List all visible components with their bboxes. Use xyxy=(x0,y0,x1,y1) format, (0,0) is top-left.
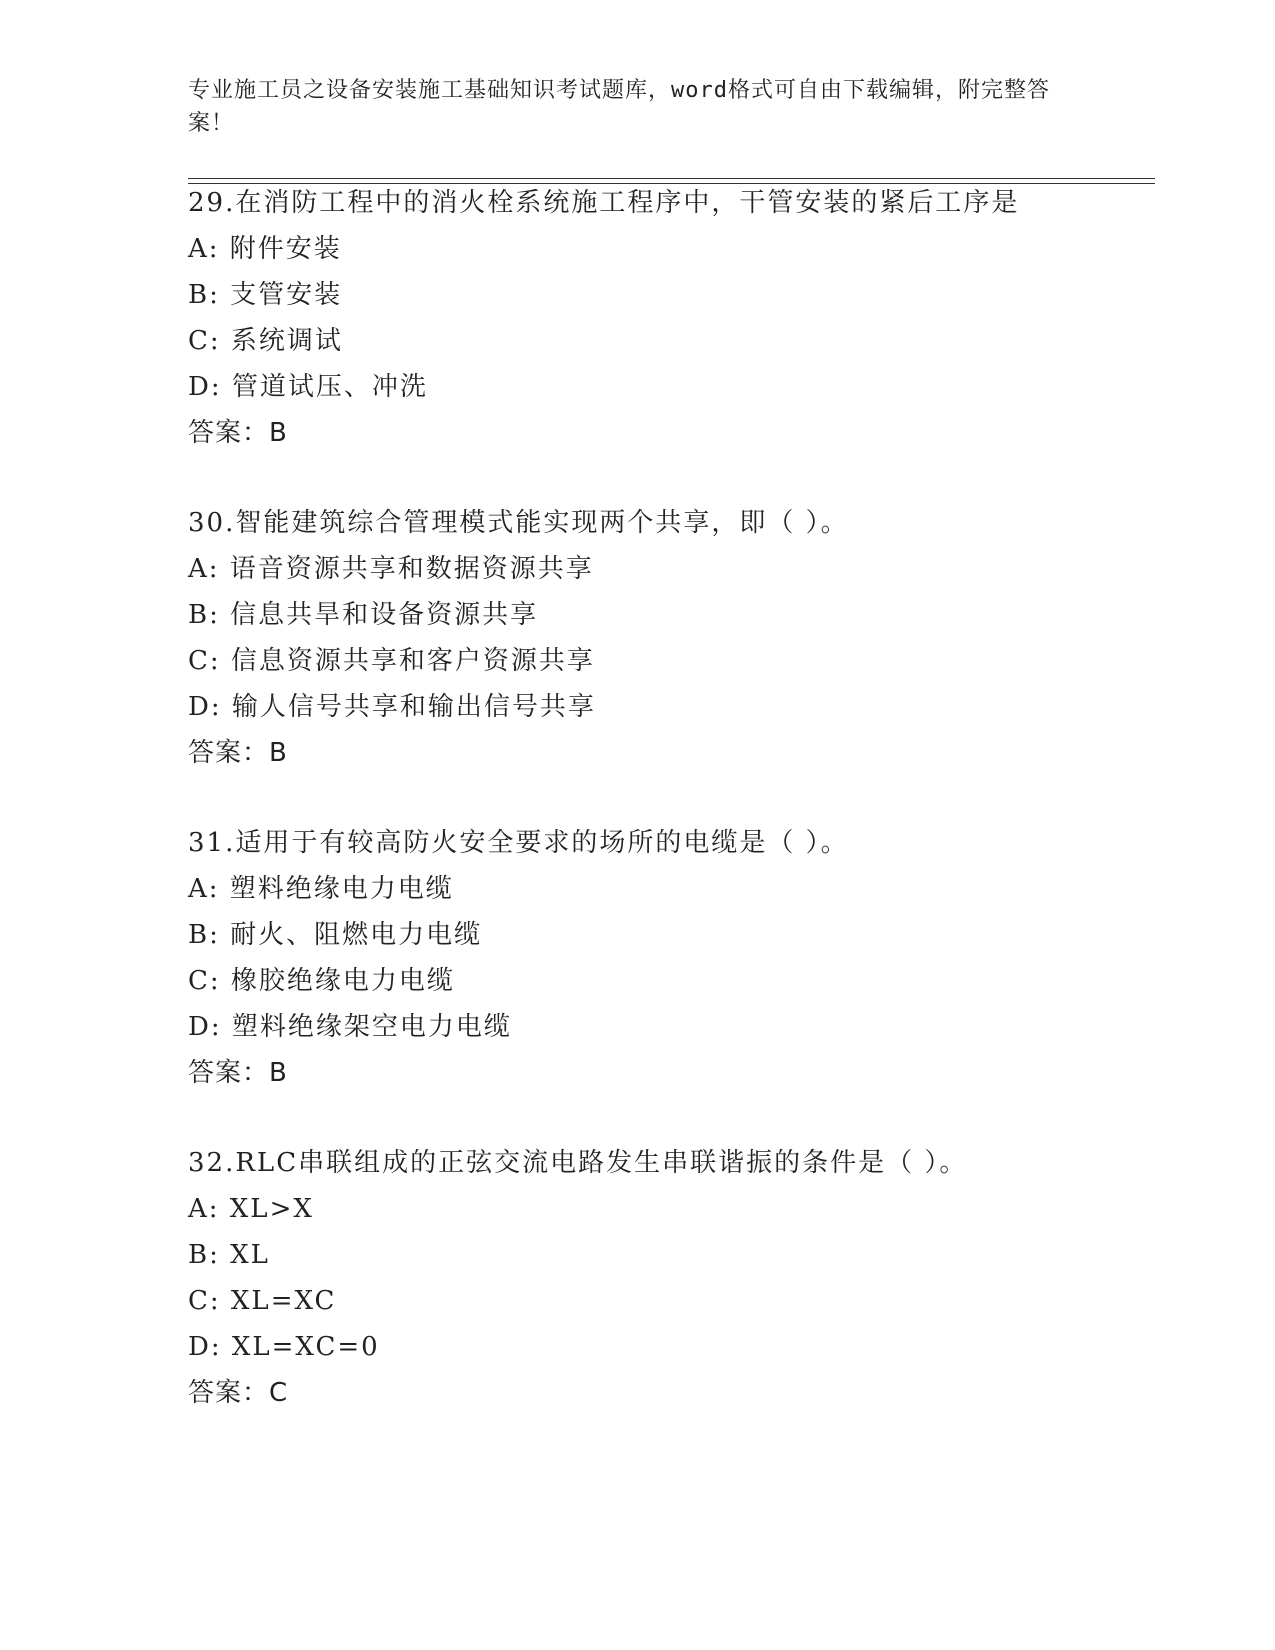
option-c: C: 系统调试 xyxy=(188,326,343,356)
document-header: 专业施工员之设备安装施工基础知识考试题库，word格式可自由下载编辑，附完整答案！ xyxy=(188,78,1050,136)
option-a: A: XL>X xyxy=(188,1194,314,1224)
option-d: D: XL=XC=0 xyxy=(188,1332,380,1362)
answer: 答案：B xyxy=(188,1058,288,1088)
option-b: B: 支管安装 xyxy=(188,280,343,310)
question-31 xyxy=(188,828,1188,1104)
option-a: A: 语音资源共享和数据资源共享 xyxy=(188,554,594,584)
question-29 xyxy=(188,188,1188,464)
question-32 xyxy=(188,1148,1188,1424)
option-d: D: 输人信号共享和输出信号共享 xyxy=(188,692,596,722)
question-stem: 32.RLC串联组成的正弦交流电路发生串联谐振的条件是（ ）。 xyxy=(188,1148,968,1178)
option-b: B: 信息共旱和设备资源共享 xyxy=(188,600,539,630)
question-stem: 30.智能建筑综合管理模式能实现两个共享，即（ ）。 xyxy=(188,508,849,538)
option-d: D: 塑料绝缘架空电力电缆 xyxy=(188,1012,512,1042)
option-a: A: 附件安装 xyxy=(188,234,342,264)
question-stem: 29.在消防工程中的消火栓系统施工程序中，干管安装的紧后工序是 xyxy=(188,188,1020,218)
header-double-rule xyxy=(188,178,1155,184)
question-30 xyxy=(188,508,1188,784)
option-b: B: XL xyxy=(188,1240,270,1270)
question-stem: 31.适用于有较高防火安全要求的场所的电缆是（ ）。 xyxy=(188,828,849,858)
answer: 答案：B xyxy=(188,738,288,768)
option-c: C: 信息资源共享和客户资源共享 xyxy=(188,646,595,676)
answer: 答案：B xyxy=(188,418,288,448)
option-a: A: 塑料绝缘电力电缆 xyxy=(188,874,454,904)
option-d: D: 管道试压、冲洗 xyxy=(188,372,428,402)
option-b: B: 耐火、阻燃电力电缆 xyxy=(188,920,483,950)
answer: 答案：C xyxy=(188,1378,289,1408)
option-c: C: XL=XC xyxy=(188,1286,337,1316)
option-c: C: 橡胶绝缘电力电缆 xyxy=(188,966,455,996)
